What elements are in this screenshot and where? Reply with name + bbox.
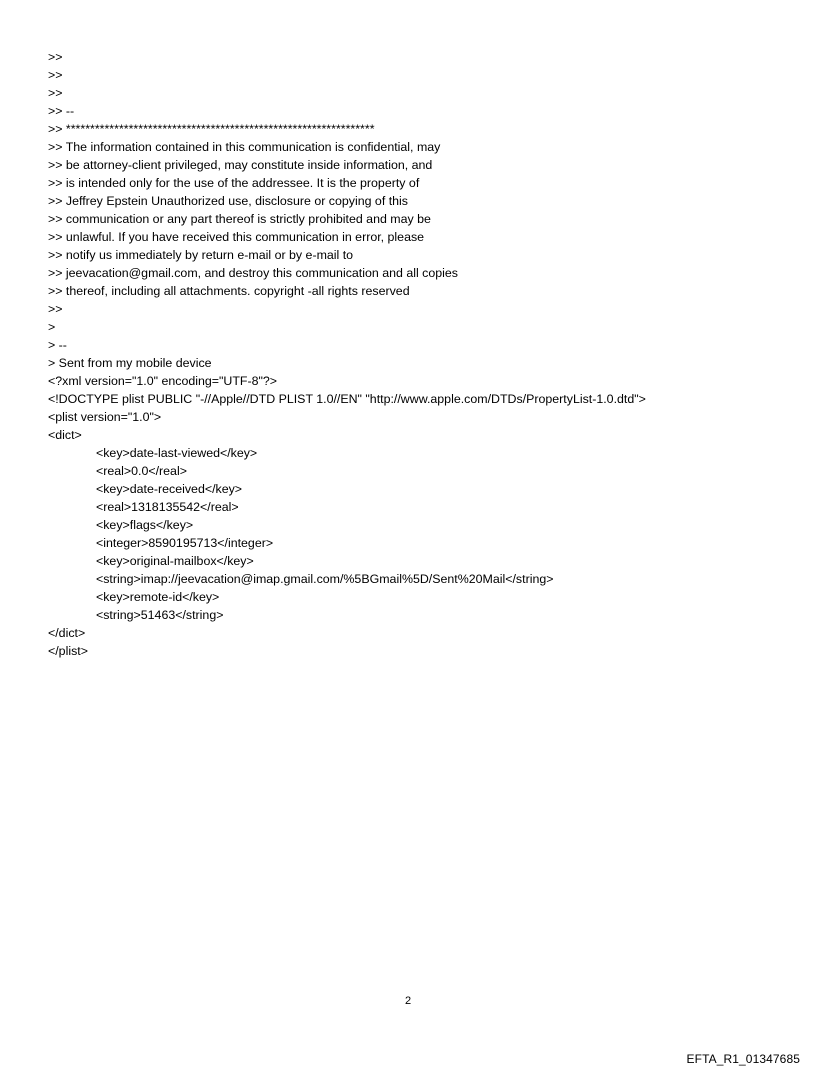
plist-value: <integer>8590195713</integer> bbox=[96, 536, 274, 550]
plist-value: <string>51463</string> bbox=[96, 608, 224, 622]
quoted-line: >> bbox=[48, 68, 63, 82]
plist-key: <key>date-last-viewed</key> bbox=[96, 446, 258, 460]
asterisk-divider: >> **************************************************************** bbox=[48, 122, 375, 136]
disclaimer-line: >> be attorney-client privileged, may constitute inside information, and bbox=[48, 158, 433, 172]
disclaimer-line: >> Jeffrey Epstein Unauthorized use, disclosure or copying of this bbox=[48, 194, 408, 208]
plist-key: <key>date-received</key> bbox=[96, 482, 243, 496]
plist-value: <real>0.0</real> bbox=[96, 464, 187, 478]
disclaimer-line: >> is intended only for the use of the addressee. It is the property of bbox=[48, 176, 420, 190]
doctype-line: <!DOCTYPE plist PUBLIC "-//Apple//DTD PLIST 1.0//EN" "http://www.apple.com/DTDs/PropertyList-1.0.dtd"> bbox=[48, 392, 646, 406]
quoted-line: >> bbox=[48, 86, 63, 100]
signature-separator: > -- bbox=[48, 338, 67, 352]
page-number: 2 bbox=[404, 995, 412, 1007]
plist-open-tag: <plist version="1.0"> bbox=[48, 410, 162, 424]
dict-close-tag: </dict> bbox=[48, 626, 86, 640]
quoted-line: >> bbox=[48, 50, 63, 64]
disclaimer-line: >> communication or any part thereof is strictly prohibited and may be bbox=[48, 212, 431, 226]
disclaimer-line: >> thereof, including all attachments. copyright -all rights reserved bbox=[48, 284, 410, 298]
plist-key: <key>original-mailbox</key> bbox=[96, 554, 254, 568]
dict-open-tag: <dict> bbox=[48, 428, 82, 442]
plist-key: <key>flags</key> bbox=[96, 518, 194, 532]
disclaimer-line: >> jeevacation@gmail.com, and destroy this communication and all copies bbox=[48, 266, 458, 280]
document-body bbox=[48, 48, 788, 660]
quoted-line: >> bbox=[48, 302, 63, 316]
quoted-line: > bbox=[48, 320, 56, 334]
plist-key: <key>remote-id</key> bbox=[96, 590, 220, 604]
disclaimer-line: >> unlawful. If you have received this communication in error, please bbox=[48, 230, 425, 244]
mobile-signature: > Sent from my mobile device bbox=[48, 356, 212, 370]
bates-number: EFTA_R1_01347685 bbox=[686, 1052, 800, 1066]
plist-close-tag: </plist> bbox=[48, 644, 88, 658]
signature-separator: >> -- bbox=[48, 104, 75, 118]
disclaimer-line: >> The information contained in this communication is confidential, may bbox=[48, 140, 441, 154]
disclaimer-line: >> notify us immediately by return e-mail or by e-mail to bbox=[48, 248, 354, 262]
plist-value: <string>imap://jeevacation@imap.gmail.com/%5BGmail%5D/Sent%20Mail</string> bbox=[96, 572, 554, 586]
plist-value: <real>1318135542</real> bbox=[96, 500, 239, 514]
xml-declaration: <?xml version="1.0" encoding="UTF-8"?> bbox=[48, 374, 278, 388]
